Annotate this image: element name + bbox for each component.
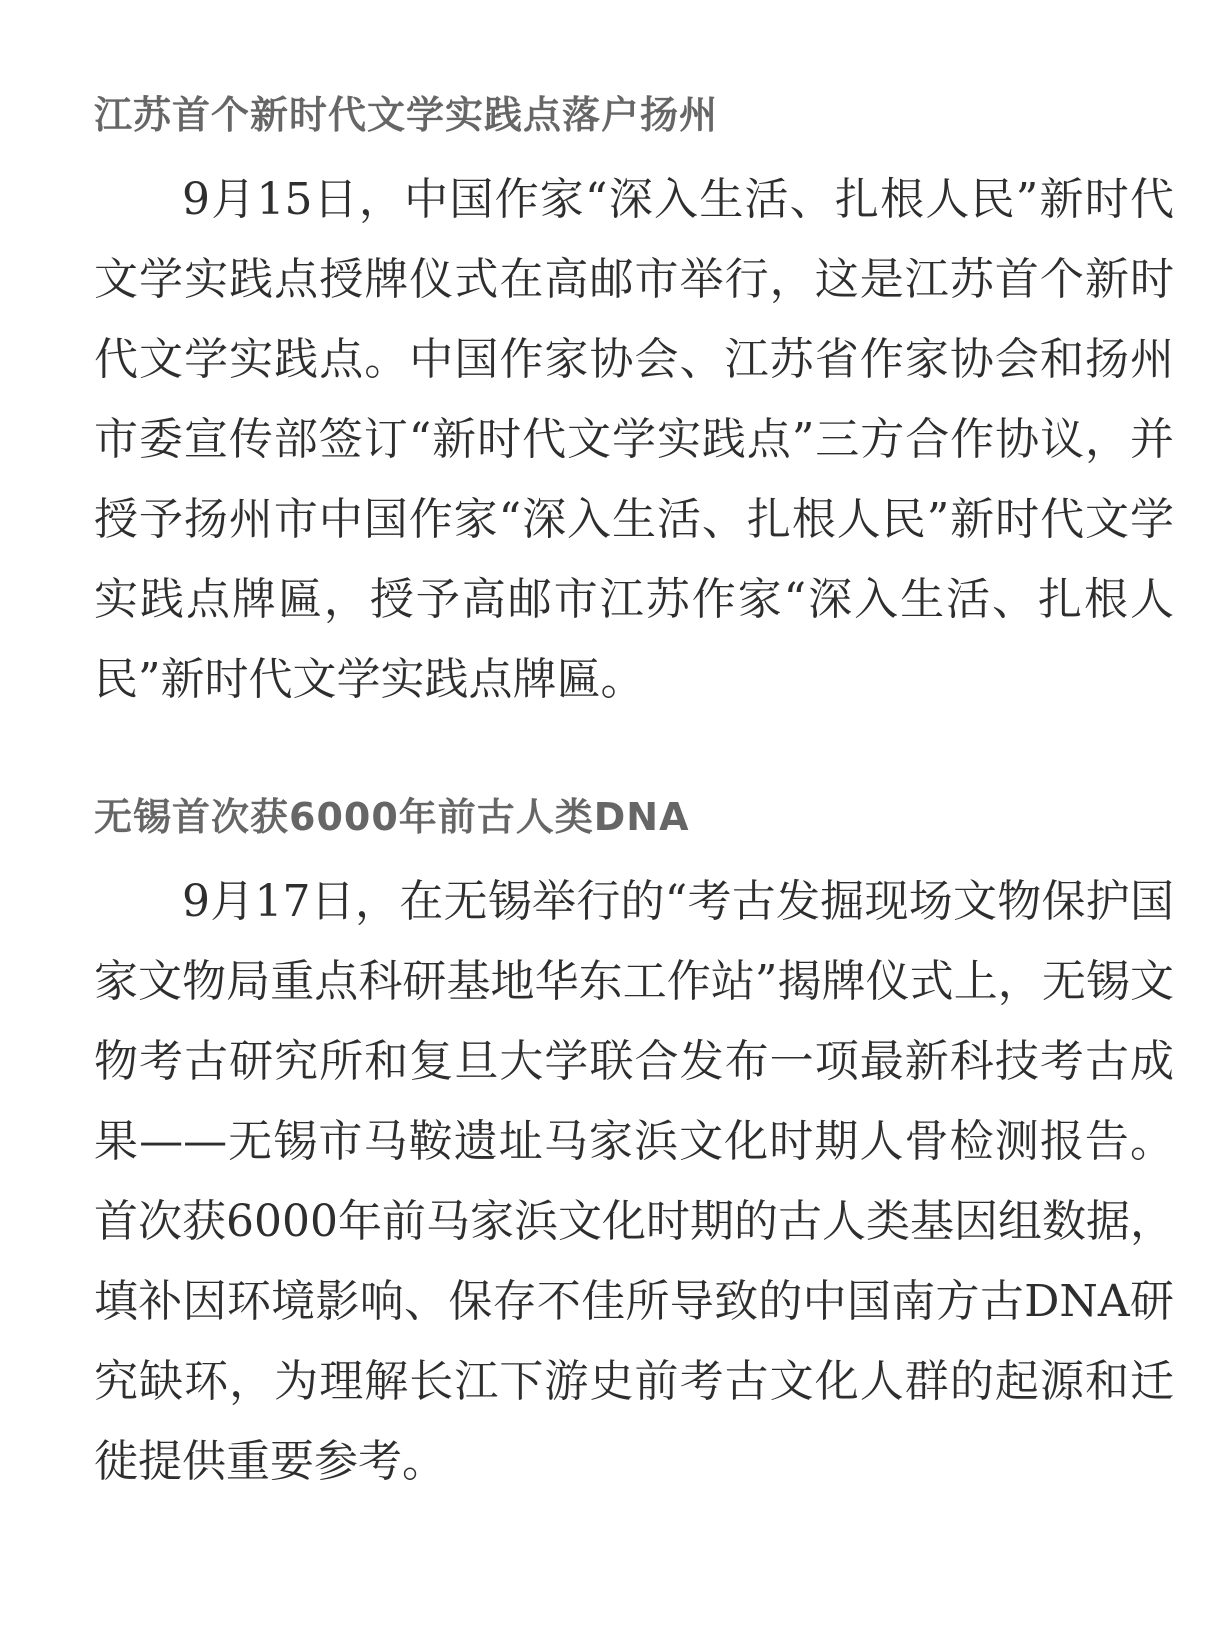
article-body: 9月15日，中国作家“深入生活、扎根人民”新时代文学实践点授牌仪式在高邮市举行，这是江苏首个新时代文学实践点。中国作家协会、江苏省作家协会和扬州市委宣传部签订“新时代文学实践点”三方合作协议，并授予扬州市中国作家“深入生活、扎根人民”新时代文学实践点牌匾，授予高邮市江苏作家“深入生活、扎根人民”新时代文学实践点牌匾。	[94, 174, 1174, 705]
article-headline: 无锡首次获6000年前古人类DNA	[94, 795, 690, 839]
article-headline: 江苏首个新时代文学实践点落户扬州	[94, 93, 719, 137]
page	[94, 80, 1174, 1502]
article-ancient-dna	[94, 782, 1174, 1502]
article-body: 9月17日，在无锡举行的“考古发掘现场文物保护国家文物局重点科研基地华东工作站”揭牌仪式上，无锡文物考古研究所和复旦大学联合发布一项最新科技考古成果——无锡市马鞍遗址马家浜文化时期人骨检测报告。首次获6000年前马家浜文化时期的古人类基因组数据，填补因环境影响、保存不佳所导致的中国南方古DNA研究缺环，为理解长江下游史前考古文化人群的起源和迁徙提供重要参考。	[94, 876, 1174, 1487]
article-literature-practice-point	[94, 80, 1174, 720]
